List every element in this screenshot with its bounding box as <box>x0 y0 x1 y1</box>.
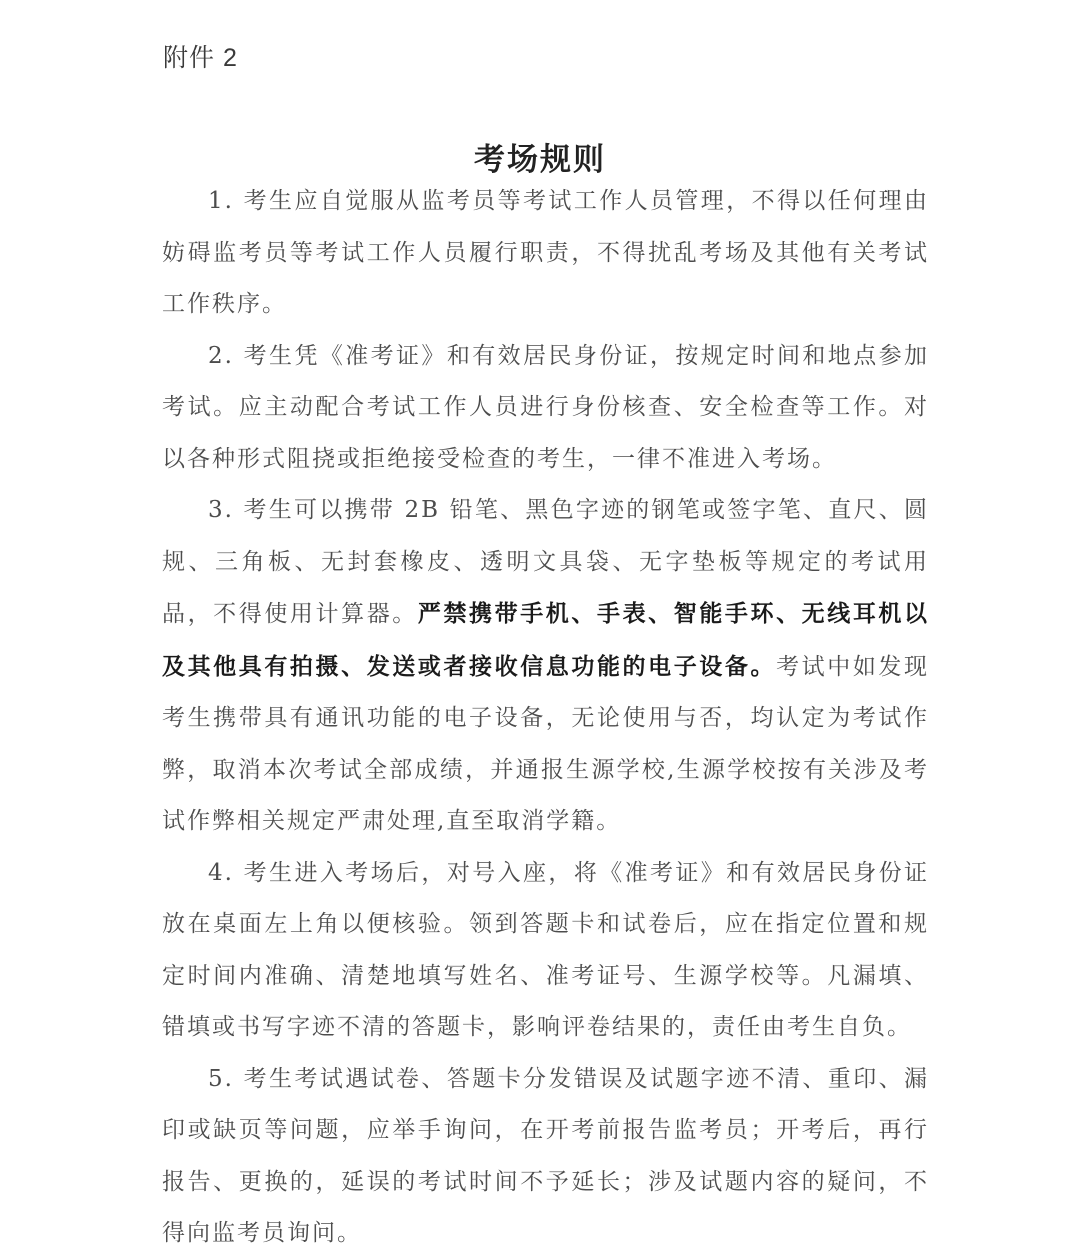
rule-1-text: 1. 考生应自觉服从监考员等考试工作人员管理，不得以任何理由妨碍监考员等考试工作人员履行职责，不得扰乱考场及其他有关考试工作秩序。 <box>162 188 929 317</box>
rule-4-text: 4. 考生进入考场后，对号入座，将《准考证》和有效居民身份证放在桌面左上角以便核验。领到答题卡和试卷后，应在指定位置和规定时间内准确、清楚地填写姓名、准考证号、生源学校等。凡漏填、错填或书写字迹不清的答题卡，影响评卷结果的，责任由考生自负。 <box>162 859 929 1040</box>
rule-5-text: 5. 考生考试遇试卷、答题卡分发错误及试题字迹不清、重印、漏印或缺页等问题，应举手询问，在开考前报告监考员；开考后，再行报告、更换的，延误的考试时间不予延长；涉及试题内容的疑问，不得向监考员询问。 <box>162 1065 929 1246</box>
rule-3-bold-warning-text: 严禁携带手机、手表、智能手环、无线耳机以及其他具有拍摄、发送或者接收信息功能的电子设备。 <box>162 600 930 680</box>
rule-paragraph-4 <box>162 848 929 1054</box>
rule-3-text-after: 考试中如发现考生携带具有通讯功能的电子设备，无论使用与否，均认定为考试作弊，取消本次考试全部成绩，并通报生源学校,生源学校按有关涉及考试作弊相关规定严肃处理,直至取消学籍。 <box>162 653 930 834</box>
rule-3-text-before: 3. 考生可以携带 2B 铅笔、黑色字迹的钢笔或签字笔、直尺、圆规、三角板、无封套橡皮、透明文具袋、无字垫板等规定的考试用品，不得使用计算器。 <box>162 497 929 627</box>
attachment-label: 附件 2 <box>163 44 238 72</box>
rule-paragraph-3 <box>162 485 929 848</box>
rules-content <box>162 176 929 1260</box>
page-title: 考场规则 <box>474 142 606 177</box>
rule-paragraph-2 <box>162 331 929 486</box>
rule-paragraph-1 <box>162 176 929 331</box>
rule-2-text: 2. 考生凭《准考证》和有效居民身份证，按规定时间和地点参加考试。应主动配合考试工作人员进行身份核查、安全检查等工作。对以各种形式阻挠或拒绝接受检查的考生，一律不准进入考场。 <box>162 342 929 472</box>
rule-paragraph-5 <box>162 1054 929 1260</box>
